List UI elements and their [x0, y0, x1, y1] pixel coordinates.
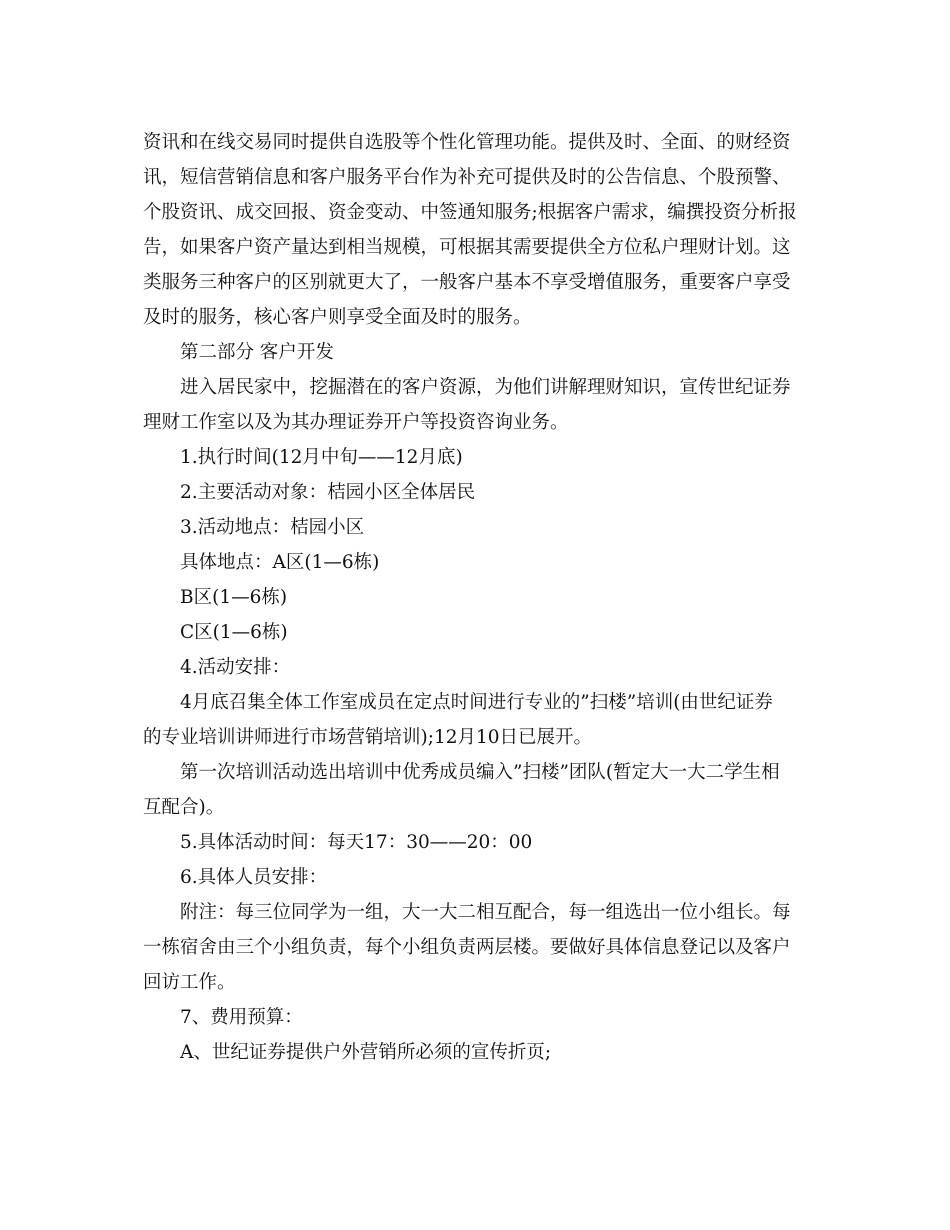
- list-item: B区(1—6栋): [180, 587, 288, 608]
- list-item: 具体地点：A区(1—6栋): [180, 552, 380, 573]
- list-item: 6.具体人员安排：: [180, 867, 328, 888]
- body-text-line: 讯，短信营销信息和客户服务平台作为补充可提供及时的公告信息、个股预警、: [143, 167, 791, 188]
- list-item: 7、费用预算：: [180, 1007, 303, 1028]
- paragraph-first-line: 进入居民家中，挖掘潜在的客户资源，为他们讲解理财知识，宣传世纪证券: [180, 377, 791, 398]
- list-item: C区(1—6栋): [180, 622, 288, 643]
- body-text-line: 一栋宿舍由三个小组负责，每个小组负责两层楼。要做好具体信息登记以及客户: [143, 937, 791, 958]
- body-text-line: 个股资讯、成交回报、资金变动、中签通知服务;根据客户需求，编撰投资分析报: [143, 202, 797, 223]
- body-text-line: 互配合)。: [143, 797, 225, 818]
- body-text-line: 的专业培训讲师进行市场营销培训);12月10日已展开。: [143, 727, 593, 748]
- body-text-line: 回访工作。: [143, 972, 236, 993]
- paragraph-first-line: 4月底召集全体工作室成员在定点时间进行专业的”扫楼”培训(由世纪证券: [180, 692, 773, 713]
- paragraph-first-line: 附注：每三位同学为一组，大一大二相互配合，每一组选出一位小组长。每: [180, 902, 791, 923]
- list-item: A、世纪证券提供户外营销所必须的宣传折页;: [180, 1042, 552, 1063]
- body-text-line: 理财工作室以及为其办理证券开户等投资咨询业务。: [143, 412, 569, 433]
- list-item: 4.活动安排：: [180, 657, 291, 678]
- list-item: 2.主要活动对象：桔园小区全体居民: [180, 482, 476, 503]
- body-text-line: 及时的服务，核心客户则享受全面及时的服务。: [143, 307, 532, 328]
- list-item: 1.执行时间(12月中旬——12月底): [180, 447, 463, 468]
- paragraph-first-line: 第一次培训活动选出培训中优秀成员编入”扫楼”团队(暂定大一大二学生相: [180, 762, 780, 783]
- body-text-line: 告，如果客户资产量达到相当规模，可根据其需要提供全方位私户理财计划。这: [143, 237, 791, 258]
- body-text-line: 类服务三种客户的区别就更大了，一般客户基本不享受增值服务，重要客户享受: [143, 272, 791, 293]
- section-heading: 第二部分 客户开发: [180, 342, 334, 363]
- list-item: 5.具体活动时间：每天17：30——20：00: [180, 832, 533, 853]
- list-item: 3.活动地点：桔园小区: [180, 517, 365, 538]
- body-text-line: 资讯和在线交易同时提供自选股等个性化管理功能。提供及时、全面、的财经资: [143, 132, 791, 153]
